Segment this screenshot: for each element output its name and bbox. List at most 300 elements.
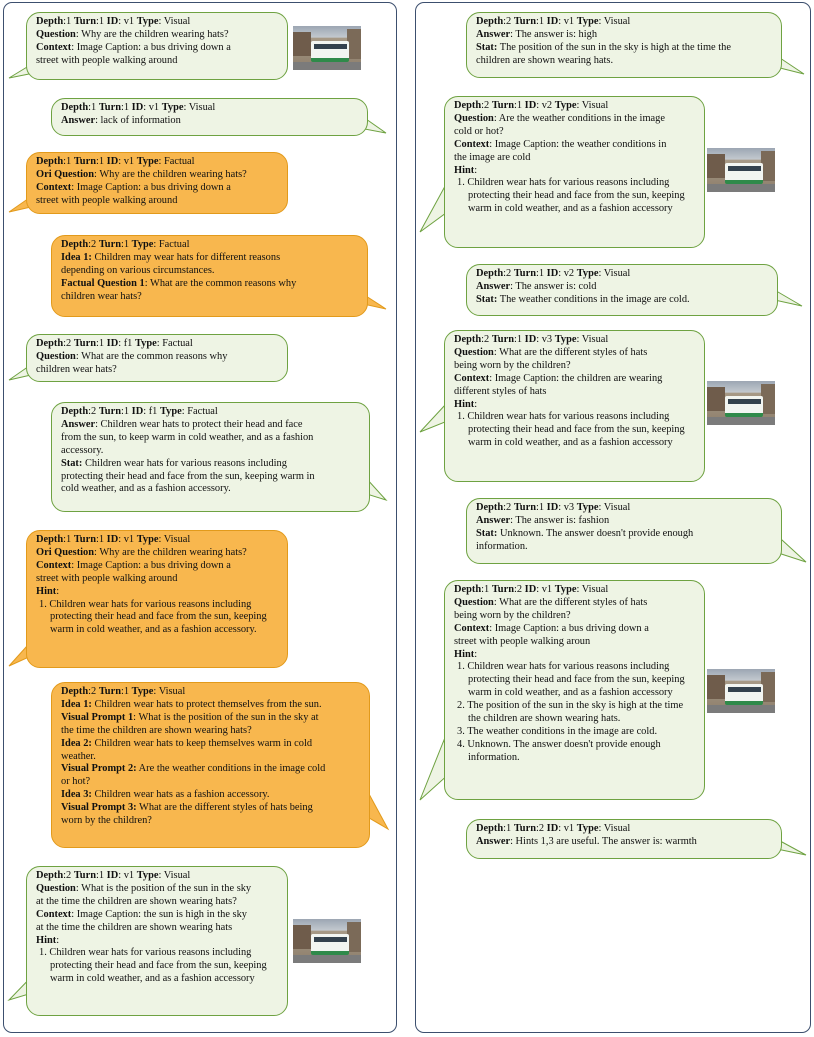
field-key: Visual Prompt 2: (61, 763, 137, 775)
field-value: : v1 (143, 102, 162, 113)
field-value: :1 (63, 156, 74, 167)
bubble-l6 (26, 530, 288, 668)
field-key: Depth (476, 16, 504, 27)
field-value: : v1 (558, 16, 577, 27)
field-value: depending on various circumstances. (61, 264, 215, 276)
field-key: Turn (98, 239, 121, 250)
field-value: :1 (120, 239, 132, 250)
bubble-line (61, 763, 360, 776)
field-value: The weather conditions in the image are cold. (497, 293, 690, 305)
field-key: Type (136, 870, 159, 881)
field-key: Turn (73, 534, 96, 545)
field-value: : Image Caption: the sun is high in the sky (71, 908, 247, 920)
field-value: The position of the sun in the sky is high at the time the (497, 41, 731, 53)
bubble-r3 (444, 330, 705, 482)
field-value: at the time the children are shown wearing hats (36, 921, 233, 933)
bubble-line (454, 649, 695, 662)
field-key: ID (131, 102, 144, 113)
bubble-line (454, 623, 695, 636)
bubble-line (36, 169, 278, 182)
field-value: : What are the common reasons why (144, 277, 297, 289)
field-key: Answer (61, 114, 96, 126)
field-value: being worn by the children? (454, 359, 571, 371)
field-value: : Factual (181, 406, 218, 417)
field-value: : v2 (536, 100, 555, 111)
field-value: :1 (120, 406, 132, 417)
field-key: Question (454, 346, 494, 358)
field-value: Children wear hats for various reasons including (82, 457, 287, 469)
bubble-l1 (51, 98, 368, 136)
bubble-r1 (444, 96, 705, 248)
field-key: Question (36, 350, 76, 362)
bubble-line (61, 278, 358, 291)
field-value: : Visual (183, 102, 216, 113)
bubble-line (36, 16, 278, 29)
field-key: Turn (73, 338, 96, 349)
field-value: :1 (95, 16, 107, 27)
field-value: Children may wear hats for different reasons (91, 251, 281, 263)
field-value: Are the weather conditions in the image cold (136, 763, 326, 775)
field-value: :2 (503, 16, 514, 27)
field-value: : What are the common reasons why (75, 350, 228, 362)
field-value: :2 (513, 584, 525, 595)
field-key: Type (136, 156, 159, 167)
field-key: Type (554, 100, 577, 111)
bubble-line (36, 896, 278, 909)
field-key: Depth (36, 870, 64, 881)
field-key: Depth (476, 268, 504, 279)
bubble-line (454, 584, 695, 597)
field-value: accessory. (61, 444, 104, 456)
field-value: from the sun, to keep warm in cold weather, and as a fashion (61, 431, 314, 443)
field-key: Type (131, 686, 154, 697)
bubble-line (36, 338, 278, 351)
bubble-line (454, 165, 695, 178)
field-value: : The answer is: fashion (510, 514, 610, 526)
field-key: Depth (36, 16, 64, 27)
hint-item: 1. Children wear hats for various reasons including protecting their head and face from the sun, keeping warm in cold weather, and as a fashion accessory (39, 947, 267, 985)
bubble-line (36, 560, 278, 573)
field-value: : lack of information (95, 114, 181, 126)
bubble-l3 (51, 235, 368, 317)
field-key: Stat: (476, 41, 498, 53)
bubble-line (61, 239, 358, 252)
field-key: Visual Prompt 3: (61, 802, 137, 814)
field-key: Stat: (476, 527, 498, 539)
field-value: children wear hats? (61, 290, 142, 302)
field-key: Idea 3: (61, 789, 92, 801)
bubble-line (36, 870, 278, 883)
field-value: : v1 (536, 584, 555, 595)
bubble-line (36, 883, 278, 896)
bubble-l2 (26, 152, 288, 214)
bubble-line (454, 126, 695, 139)
field-key: ID (546, 502, 559, 513)
bubble-line (61, 776, 360, 789)
field-key: ID (106, 338, 119, 349)
field-key: Question (454, 112, 494, 124)
field-value: :1 (63, 534, 74, 545)
bubble-line (61, 751, 360, 764)
bubble-line (61, 712, 360, 725)
bubble-l0 (26, 12, 288, 80)
field-key: Question (36, 882, 76, 894)
field-value: : Image Caption: the weather conditions in (489, 138, 667, 150)
field-key: Depth (61, 686, 89, 697)
bubble-r2 (466, 264, 778, 316)
field-value: :1 (513, 334, 525, 345)
bubble-line (61, 802, 360, 815)
field-key: Turn (491, 334, 514, 345)
field-value: : v1 (118, 870, 137, 881)
bubble-line (454, 100, 695, 113)
field-key: Context (36, 559, 72, 571)
field-key: Idea 1: (61, 251, 92, 263)
field-value: What are the different styles of hats being (136, 802, 313, 814)
bubble-line (36, 351, 278, 364)
bubble-line (476, 29, 772, 42)
bubble-line (61, 445, 360, 458)
bubble-line (454, 360, 695, 373)
field-value: : Visual (598, 16, 631, 27)
field-value: :1 (120, 102, 132, 113)
field-key: Depth (454, 334, 482, 345)
field-key: Type (554, 584, 577, 595)
bubble-line (36, 534, 278, 547)
bubble-line (61, 686, 360, 699)
bubble-line (61, 432, 360, 445)
bubble-line (476, 16, 772, 29)
field-value: : Visual (576, 334, 609, 345)
field-value: being worn by the children? (454, 609, 571, 621)
field-key: Depth (476, 823, 504, 834)
bubble-line (61, 699, 360, 712)
field-value: street with people walking aroun (454, 635, 591, 647)
bubble-line (61, 458, 360, 471)
field-value: : v2 (558, 268, 577, 279)
field-value: :2 (481, 100, 492, 111)
bubble-line (36, 156, 278, 169)
bubble-line (454, 399, 695, 412)
field-value: :2 (88, 406, 99, 417)
field-value: information. (476, 540, 528, 552)
field-value: : (474, 398, 478, 410)
field-key: Question (36, 28, 76, 40)
field-value: :2 (88, 686, 99, 697)
field-value: the time the children are shown wearing hats? (61, 724, 252, 736)
field-value: : Visual (598, 502, 631, 513)
field-value: :2 (535, 823, 547, 834)
field-key: Turn (513, 16, 536, 27)
field-key: Stat: (476, 293, 498, 305)
field-value: : Visual (158, 534, 191, 545)
field-value: :2 (88, 239, 99, 250)
bubble-line (454, 347, 695, 360)
hint-item: 1. Children wear hats for various reasons including protecting their head and face from the sun, keeping warm in cold weather, and as a fashion accessory (457, 411, 685, 449)
bus-photo-1 (293, 26, 361, 70)
field-value: : v1 (558, 823, 577, 834)
field-key: ID (524, 334, 537, 345)
bubble-line (36, 55, 278, 68)
field-key: Context (36, 908, 72, 920)
field-value: street with people walking around (36, 194, 178, 206)
bubble-line (61, 483, 360, 496)
bubble-l5 (51, 402, 370, 512)
field-value: protecting their head and face from the sun, keeping warm in (61, 470, 315, 482)
bubble-line (476, 528, 772, 541)
bubble-line (476, 502, 772, 515)
field-value: : v3 (536, 334, 555, 345)
hint-item: 2. The position of the sun in the sky is high at the time the children are shown wearing hats. (457, 700, 684, 725)
bus-photo-4 (707, 381, 775, 425)
bubble-line (36, 195, 278, 208)
bus-photo-5 (707, 669, 775, 713)
field-value: :1 (95, 870, 107, 881)
hint-item: 1. Children wear hats for various reasons including protecting their head and face from the sun, keeping warm in cold weather, and as a fashion accessory (457, 177, 685, 215)
field-value: :2 (63, 870, 74, 881)
field-value: : v3 (558, 502, 577, 513)
bubble-line (36, 573, 278, 586)
bubble-line (61, 738, 360, 751)
field-key: ID (546, 16, 559, 27)
field-key: ID (546, 823, 559, 834)
field-key: Answer (476, 835, 511, 847)
field-value: : The answer is: high (510, 28, 598, 40)
bubble-line (61, 115, 358, 128)
hint-item: 1. Children wear hats for various reasons including protecting their head and face from the sun, keeping warm in cold weather, and as a fashion accessory. (39, 598, 267, 636)
field-key: Depth (454, 100, 482, 111)
field-value: : v1 (118, 16, 137, 27)
field-key: Depth (61, 406, 89, 417)
field-key: Hint (454, 398, 475, 410)
field-key: Visual Prompt 1 (61, 711, 134, 723)
bubble-line (454, 152, 695, 165)
bubble-r4 (466, 498, 782, 564)
field-value: :1 (120, 686, 132, 697)
field-value: : Image Caption: the children are wearing (489, 372, 663, 384)
field-value: :1 (95, 534, 107, 545)
bubble-line (36, 909, 278, 922)
field-key: Turn (98, 102, 121, 113)
field-key: Turn (513, 268, 536, 279)
field-value: : Image Caption: a bus driving down a (71, 181, 231, 193)
field-value: : f1 (143, 406, 160, 417)
bubble-line (476, 55, 772, 68)
field-key: Type (136, 16, 159, 27)
bubble-line (61, 102, 358, 115)
bubble-line (476, 836, 772, 849)
field-key: Depth (454, 584, 482, 595)
field-value: Children wear hats to protect themselves from the sun. (91, 698, 322, 710)
bubble-line (454, 610, 695, 623)
field-key: Turn (491, 100, 514, 111)
field-value: Children wear hats as a fashion accessory. (91, 789, 270, 801)
field-key: Context (36, 41, 72, 53)
bubble-line (454, 636, 695, 649)
field-value: : Visual (153, 686, 186, 697)
field-value: : Hints 1,3 are useful. The answer is: warmth (510, 835, 697, 847)
bubble-line (61, 406, 360, 419)
bubble-line (454, 334, 695, 347)
field-value: : Factual (156, 338, 193, 349)
field-key: Depth (61, 102, 89, 113)
bubble-line (476, 823, 772, 836)
bubble-line (454, 139, 695, 152)
bubble-line (476, 42, 772, 55)
field-key: Hint (454, 648, 475, 660)
field-value: : Visual (598, 823, 631, 834)
field-value: :1 (513, 100, 525, 111)
field-key: Type (134, 338, 157, 349)
field-value: street with people walking around (36, 572, 178, 584)
field-value: : What is the position of the sun in the sky (75, 882, 252, 894)
field-key: Type (576, 823, 599, 834)
bubble-line (476, 281, 768, 294)
field-key: Context (454, 622, 490, 634)
field-value: :1 (535, 268, 547, 279)
bubble-line (476, 515, 772, 528)
field-key: Ori Question (36, 546, 95, 558)
hint-item: 1. Children wear hats for various reasons including protecting their head and face from the sun, keeping warm in cold weather, and as a fashion accessory (457, 661, 685, 699)
field-key: Context (454, 372, 490, 384)
bus-photo-3 (707, 148, 775, 192)
field-key: Idea 1: (61, 698, 92, 710)
bubble-line (36, 364, 278, 377)
field-key: Type (136, 534, 159, 545)
field-value: :1 (535, 16, 547, 27)
field-value: : (56, 585, 60, 597)
field-key: Type (131, 239, 154, 250)
bubble-line (61, 815, 360, 828)
field-value: :2 (63, 338, 74, 349)
field-key: ID (546, 268, 559, 279)
field-value: :1 (63, 16, 74, 27)
field-value: :1 (88, 102, 99, 113)
field-key: Idea 2: (61, 737, 92, 749)
field-key: Context (36, 181, 72, 193)
bubble-line (454, 386, 695, 399)
field-value: : Image Caption: a bus driving down a (489, 622, 649, 634)
bubble-line (36, 42, 278, 55)
field-key: Turn (73, 16, 96, 27)
field-value: : Factual (153, 239, 190, 250)
field-value: : Visual (158, 870, 191, 881)
field-key: Type (159, 406, 182, 417)
bubble-r0 (466, 12, 782, 78)
field-value: : f1 (118, 338, 135, 349)
field-value: Children wear hats to keep themselves warm in cold (91, 737, 313, 749)
field-key: ID (524, 100, 537, 111)
field-value: : Image Caption: a bus driving down a (71, 559, 231, 571)
field-value: : Visual (158, 16, 191, 27)
hint-item: 3. The weather conditions in the image are cold. (457, 725, 658, 737)
field-value: : v1 (118, 156, 137, 167)
bubble-line (61, 789, 360, 802)
field-key: Turn (98, 686, 121, 697)
field-value: : Visual (598, 268, 631, 279)
field-value: : Why are the children wearing hats? (94, 546, 247, 558)
field-value: : v1 (118, 534, 137, 545)
field-key: Type (554, 334, 577, 345)
bubble-line (61, 265, 358, 278)
field-value: :1 (503, 823, 514, 834)
field-value: Unknown. The answer doesn't provide enough (497, 527, 694, 539)
field-key: Context (454, 138, 490, 150)
bubble-line (61, 291, 358, 304)
bubble-line (476, 294, 768, 307)
field-key: Turn (513, 502, 536, 513)
bubble-line (36, 586, 278, 599)
field-value: :1 (535, 502, 547, 513)
field-key: Answer (476, 280, 511, 292)
field-key: Answer (476, 514, 511, 526)
bubble-line (36, 922, 278, 935)
field-value: street with people walking around (36, 54, 178, 66)
field-value: : (474, 164, 478, 176)
field-key: Hint (36, 934, 57, 946)
field-value: worn by the children? (61, 815, 152, 827)
field-value: : What are the different styles of hats (493, 596, 648, 608)
field-value: : Factual (158, 156, 195, 167)
field-value: or hot? (61, 776, 91, 788)
field-key: ID (106, 870, 119, 881)
field-value: : The answer is: cold (510, 280, 597, 292)
field-value: cold weather, and as a fashion accessory. (61, 483, 231, 495)
hint-item: 4. Unknown. The answer doesn't provide enough information. (457, 738, 661, 763)
field-value: weather. (61, 750, 96, 762)
field-value: : Children wear hats to protect their head and face (95, 418, 303, 430)
field-key: Depth (476, 502, 504, 513)
field-value: :1 (95, 156, 107, 167)
field-value: children are shown wearing hats. (476, 54, 614, 66)
field-key: Type (576, 268, 599, 279)
field-key: Depth (36, 156, 64, 167)
bubble-line (61, 419, 360, 432)
bubble-line (36, 29, 278, 42)
field-value: : Visual (576, 584, 609, 595)
field-key: ID (131, 406, 144, 417)
field-value: cold or hot? (454, 125, 504, 137)
field-value: : Why are the children wearing hats? (75, 28, 229, 40)
field-value: :2 (503, 502, 514, 513)
bubble-line (454, 597, 695, 610)
field-value: : What are the different styles of hats (493, 346, 648, 358)
field-key: Hint (36, 585, 57, 597)
field-key: Factual Question 1 (61, 277, 145, 289)
bubble-line (476, 268, 768, 281)
field-key: ID (524, 584, 537, 595)
field-key: Depth (36, 338, 64, 349)
field-key: Turn (73, 870, 96, 881)
bubble-r6 (466, 819, 782, 859)
field-key: Question (454, 596, 494, 608)
field-key: Stat: (61, 457, 83, 469)
bubble-line (61, 471, 360, 484)
bubble-line (36, 935, 278, 948)
field-key: ID (106, 156, 119, 167)
field-value: the image are cold (454, 151, 531, 163)
field-key: Type (161, 102, 184, 113)
field-value: : Visual (576, 100, 609, 111)
field-value: :2 (481, 334, 492, 345)
field-key: Turn (98, 406, 121, 417)
field-key: Ori Question (36, 168, 95, 180)
field-value: : (474, 648, 478, 660)
field-key: Depth (61, 239, 89, 250)
field-value: : (56, 934, 60, 946)
field-value: :1 (95, 338, 107, 349)
field-value: different styles of hats (454, 385, 547, 397)
